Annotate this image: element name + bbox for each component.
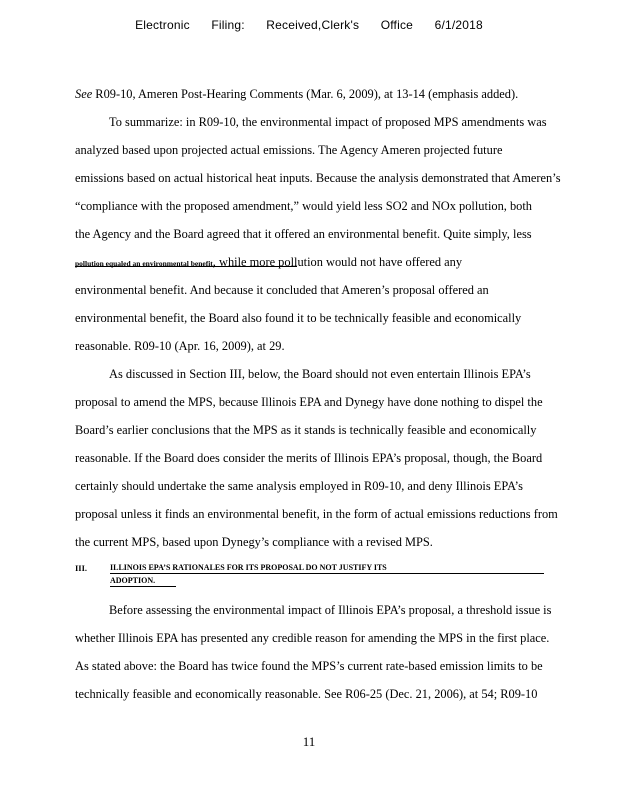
body-line-15: certainly should undertake the same analysis employed in R09-10, and deny Illinois EPA’s xyxy=(75,479,523,493)
line-1-text: R09-10, Ameren Post-Hearing Comments (Mar. 6, 2009), at 13-14 (emphasis added). xyxy=(92,87,519,101)
see-signal: See xyxy=(75,87,93,101)
section-heading-line-2: ADOPTION. xyxy=(110,576,156,585)
body-line-19: whether Illinois EPA has presented any credible reason for amending the MPS in the first place. xyxy=(75,631,550,645)
body-line-4: emissions based on actual historical heat inputs. Because the analysis demonstrated that Ameren’s xyxy=(75,171,561,185)
header-date: 6/1/2018 xyxy=(434,18,483,32)
heading-underline-2 xyxy=(110,586,176,587)
body-line-11: As discussed in Section III, below, the Board should not even entertain Illinois EPA’s xyxy=(109,367,531,381)
line-7-text: , while more pollution would not have offered any xyxy=(212,255,463,269)
header-electronic: Electronic xyxy=(135,18,190,32)
body-line-6: the Agency and the Board agreed that it offered an environmental benefit. Quite simply, less xyxy=(75,227,532,241)
body-line-5: “compliance with the proposed amendment,” would yield less SO2 and NOx pollution, both xyxy=(75,199,532,213)
heading-underline-1 xyxy=(110,573,544,574)
body-line-3: analyzed based upon projected actual emissions. The Agency Ameren projected future xyxy=(75,143,503,157)
section-heading-number: III. xyxy=(75,563,88,573)
page-number: 11 xyxy=(302,734,316,749)
emphasis-underline xyxy=(75,266,297,267)
body-line-8: environmental benefit. And because it concluded that Ameren’s proposal offered an xyxy=(75,283,489,297)
emphasized-phrase: pollution equaled an environmental benefit xyxy=(75,259,213,268)
filing-header xyxy=(0,18,618,32)
body-line-21: technically feasible and economically reasonable. See R06-25 (Dec. 21, 2006), at 54; R09-10 xyxy=(75,687,538,701)
header-office: Office xyxy=(380,18,414,32)
body-line-20: As stated above: the Board has twice found the MPS’s current rate-based emission limits to be xyxy=(75,659,543,673)
body-line-14: reasonable. If the Board does consider the merits of Illinois EPA’s proposal, though, the Board xyxy=(75,451,543,465)
section-heading-line-1: ILLINOIS EPA’S RATIONALES FOR ITS PROPOSAL DO NOT JUSTIFY ITS xyxy=(110,563,387,572)
body-line-7 xyxy=(75,254,575,272)
body-line-18: Before assessing the environmental impact of Illinois EPA’s proposal, a threshold issue is xyxy=(109,603,552,617)
body-line-9: environmental benefit, the Board also found it to be technically feasible and economically xyxy=(75,311,522,325)
body-line-12: proposal to amend the MPS, because Illinois EPA and Dynegy have done nothing to dispel the xyxy=(75,395,543,409)
body-line-17: the current MPS, based upon Dynegy’s compliance with a revised MPS. xyxy=(75,535,433,549)
header-received: Received,Clerk's xyxy=(266,18,360,32)
body-line-16: proposal unless it finds an environmental benefit, in the form of actual emissions reductions from xyxy=(75,507,558,521)
body-line-1 xyxy=(75,86,575,102)
body-line-13: Board’s earlier conclusions that the MPS as it stands is technically feasible and economically xyxy=(75,423,537,437)
body-line-10: reasonable. R09-10 (Apr. 16, 2009), at 29. xyxy=(75,339,285,353)
header-filing: Filing: xyxy=(211,18,245,32)
body-line-2: To summarize: in R09-10, the environmental impact of proposed MPS amendments was xyxy=(109,115,547,129)
